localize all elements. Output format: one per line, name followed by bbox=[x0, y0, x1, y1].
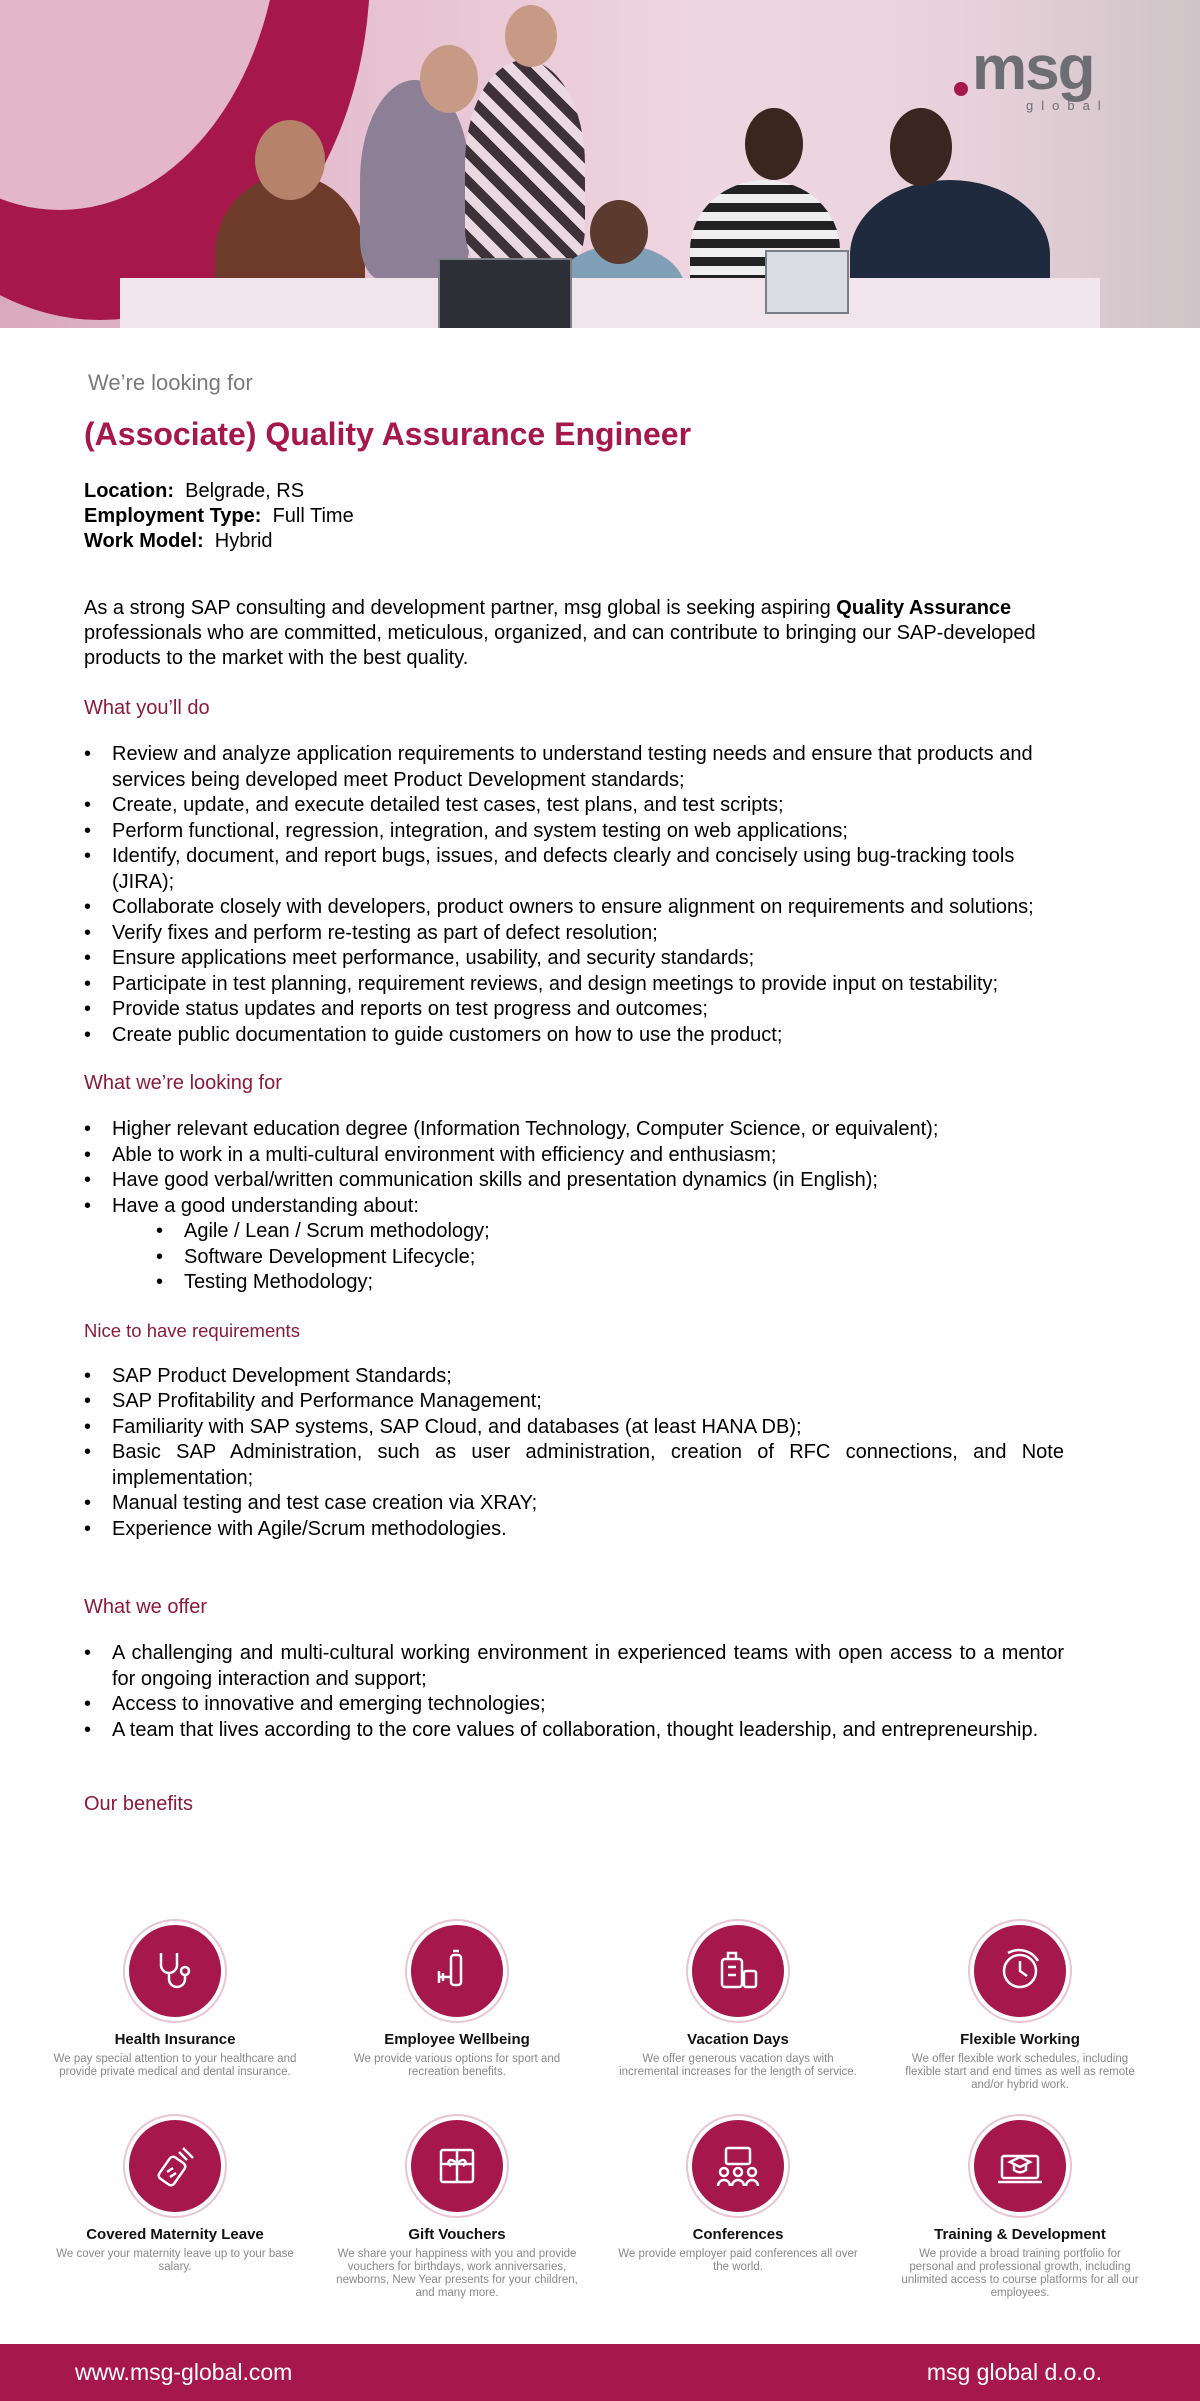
employment-row bbox=[84, 504, 1064, 529]
list-item: • Ensure applications meet performance, usability, and security standards; bbox=[84, 946, 1064, 972]
hero-photo bbox=[0, 0, 1200, 328]
stethoscope-icon bbox=[129, 1925, 221, 2017]
list-item bbox=[84, 1194, 1064, 1296]
offer-list bbox=[84, 1641, 1064, 1743]
summary-before: As a strong SAP consulting and development partner, msg global is seeking aspiring bbox=[84, 597, 837, 619]
list-item: • Agile / Lean / Scrum methodology; bbox=[156, 1219, 1064, 1245]
list-item: • Perform functional, regression, integration, and system testing on web applications; bbox=[84, 819, 1064, 845]
person-6-head bbox=[890, 108, 952, 186]
list-item: • Testing Methodology; bbox=[156, 1270, 1064, 1296]
benefit-desc: We provide various options for sport and recreation benefits. bbox=[353, 2053, 561, 2078]
location-row bbox=[84, 479, 1064, 504]
location-value: Belgrade, RS bbox=[185, 480, 305, 502]
benefit-title: Training & Development bbox=[934, 2226, 1106, 2243]
list-item: • Create, update, and execute detailed test cases, test plans, and test scripts; bbox=[84, 793, 1064, 819]
footer-bar bbox=[0, 2344, 1200, 2401]
employment-label: Employment Type: bbox=[84, 505, 262, 527]
look-sublist bbox=[156, 1219, 1064, 1296]
benefit-title: Flexible Working bbox=[960, 2031, 1080, 2048]
logo-sub: global bbox=[1026, 98, 1109, 113]
benefit-title: Health Insurance bbox=[114, 2031, 236, 2048]
job-meta bbox=[84, 479, 1064, 554]
section-our-benefits: Our benefits bbox=[84, 1793, 193, 1815]
benefit-desc: We provide employer paid conferences all over the world. bbox=[618, 2248, 858, 2273]
look-list bbox=[84, 1117, 1064, 1296]
benefit-title: Covered Maternity Leave bbox=[86, 2226, 264, 2243]
list-item: • Software Development Lifecycle; bbox=[156, 1245, 1064, 1271]
clock-icon bbox=[974, 1925, 1066, 2017]
work-model-row bbox=[84, 529, 1064, 554]
person-3-head bbox=[505, 5, 557, 67]
benefit-title: Gift Vouchers bbox=[408, 2226, 506, 2243]
benefit-desc: We share your happiness with you and provide vouchers for birthdays, work anniversaries, newborns, New Year presents for your children, and many more. bbox=[336, 2248, 578, 2299]
laptop bbox=[438, 258, 572, 328]
luggage-icon bbox=[692, 1925, 784, 2017]
logo-dot bbox=[954, 82, 968, 96]
benefit-desc: We offer generous vacation days with incremental increases for the length of service. bbox=[619, 2053, 857, 2078]
benefit-title: Employee Wellbeing bbox=[384, 2031, 530, 2048]
list-item: • Have good verbal/written communication skills and presentation dynamics (in English); bbox=[84, 1168, 1064, 1194]
list-item: • A challenging and multi-cultural working environment in experienced teams with open access to a mentor for ongoing interaction and support; bbox=[84, 1641, 1064, 1692]
summary-bold: Quality Assurance bbox=[836, 597, 1012, 619]
laptop-2 bbox=[765, 250, 849, 314]
benefit-conferences bbox=[603, 2120, 873, 2274]
section-what-were-looking-for: What we’re looking for bbox=[84, 1072, 282, 1094]
benefit-training-development bbox=[885, 2120, 1155, 2300]
list-item: • Verify fixes and perform re-testing as part of defect resolution; bbox=[84, 921, 1064, 947]
person-5-head bbox=[745, 108, 803, 180]
benefit-desc: We offer flexible work schedules, including flexible start and end times as well as remote and/or hybrid work. bbox=[905, 2053, 1135, 2091]
dumbbell-bottle-icon bbox=[411, 1925, 503, 2017]
list-item: • Participate in test planning, requirement reviews, and design meetings to provide input on testability; bbox=[84, 972, 1064, 998]
person-1-head bbox=[255, 120, 325, 200]
gift-icon bbox=[411, 2120, 503, 2212]
footer-website-link[interactable]: www.msg-global.com bbox=[75, 2359, 293, 2385]
benefit-gift-vouchers bbox=[322, 2120, 592, 2300]
list-item: • Manual testing and test case creation via XRAY; bbox=[84, 1491, 1064, 1517]
benefit-title: Vacation Days bbox=[687, 2031, 789, 2048]
list-item: • Collaborate closely with developers, product owners to ensure alignment on requirements and solutions; bbox=[84, 895, 1064, 921]
employment-value: Full Time bbox=[272, 505, 354, 527]
benefit-employee-wellbeing bbox=[322, 1925, 592, 2079]
list-item: • Provide status updates and reports on test progress and outcomes; bbox=[84, 997, 1064, 1023]
list-item: • Familiarity with SAP systems, SAP Cloud, and databases (at least HANA DB); bbox=[84, 1415, 1064, 1441]
footer-company-name: msg global d.o.o. bbox=[926, 2359, 1102, 2385]
benefit-desc: We cover your maternity leave up to your base salary. bbox=[56, 2248, 294, 2273]
msg-global-logo bbox=[954, 34, 1154, 114]
person-2-head bbox=[420, 45, 478, 113]
section-nice-to-have: Nice to have requirements bbox=[84, 1319, 300, 1341]
conference-icon bbox=[692, 2120, 784, 2212]
list-item: • SAP Profitability and Performance Management; bbox=[84, 1389, 1064, 1415]
list-item: • Identify, document, and report bugs, issues, and defects clearly and concisely using bug-tracking tools (JIRA); bbox=[84, 844, 1064, 895]
intro-text: We’re looking for bbox=[88, 370, 253, 395]
location-label: Location: bbox=[84, 480, 174, 502]
summary-paragraph bbox=[84, 596, 1064, 671]
benefit-flexible-working bbox=[885, 1925, 1155, 2092]
list-item: • Access to innovative and emerging technologies; bbox=[84, 1692, 1064, 1718]
job-title: (Associate) Quality Assurance Engineer bbox=[84, 416, 692, 452]
section-what-we-offer: What we offer bbox=[84, 1596, 208, 1618]
benefit-covered-maternity-leave bbox=[40, 2120, 310, 2274]
benefit-desc: We pay special attention to your healthcare and provide private medical and dental insurance. bbox=[53, 2053, 297, 2078]
list-item: • Able to work in a multi-cultural environment with efficiency and enthusiasm; bbox=[84, 1143, 1064, 1169]
list-item: • SAP Product Development Standards; bbox=[84, 1364, 1064, 1390]
job-posting bbox=[84, 370, 1064, 1838]
desk bbox=[120, 278, 1100, 328]
person-4-head bbox=[590, 200, 648, 264]
benefit-health-insurance bbox=[40, 1925, 310, 2079]
person-3 bbox=[465, 60, 585, 270]
list-item-text: Have a good understanding about: bbox=[112, 1194, 419, 1217]
benefit-title: Conferences bbox=[692, 2226, 784, 2243]
list-item: • Higher relevant education degree (Information Technology, Computer Science, or equivalent); bbox=[84, 1117, 1064, 1143]
list-item: • Basic SAP Administration, such as user administration, creation of RFC connections, and Note implementation; bbox=[84, 1440, 1064, 1491]
summary-after: professionals who are committed, meticulous, organized, and can contribute to bringing our SAP-developed products to the market with the best quality. bbox=[84, 622, 1036, 669]
graduation-laptop-icon bbox=[974, 2120, 1066, 2212]
baby-bottle-icon bbox=[129, 2120, 221, 2212]
do-list bbox=[84, 742, 1064, 1048]
list-item: • A team that lives according to the core values of collaboration, thought leadership, and entrepreneurship. bbox=[84, 1718, 1064, 1744]
work-model-label: Work Model: bbox=[84, 530, 204, 552]
benefit-vacation-days bbox=[603, 1925, 873, 2079]
list-item: • Review and analyze application requirements to understand testing needs and ensure that products and services being developed meet Product Development standards; bbox=[84, 742, 1064, 793]
list-item: • Experience with Agile/Scrum methodologies. bbox=[84, 1517, 1064, 1543]
logo-word: msg bbox=[972, 34, 1094, 103]
list-item: • Create public documentation to guide customers on how to use the product; bbox=[84, 1023, 1064, 1049]
nice-list bbox=[84, 1364, 1064, 1543]
section-what-youll-do: What you’ll do bbox=[84, 697, 210, 719]
benefit-desc: We provide a broad training portfolio for personal and professional growth, including unlimited access to course platforms for all our employees. bbox=[901, 2248, 1139, 2299]
work-model-value: Hybrid bbox=[214, 530, 273, 552]
